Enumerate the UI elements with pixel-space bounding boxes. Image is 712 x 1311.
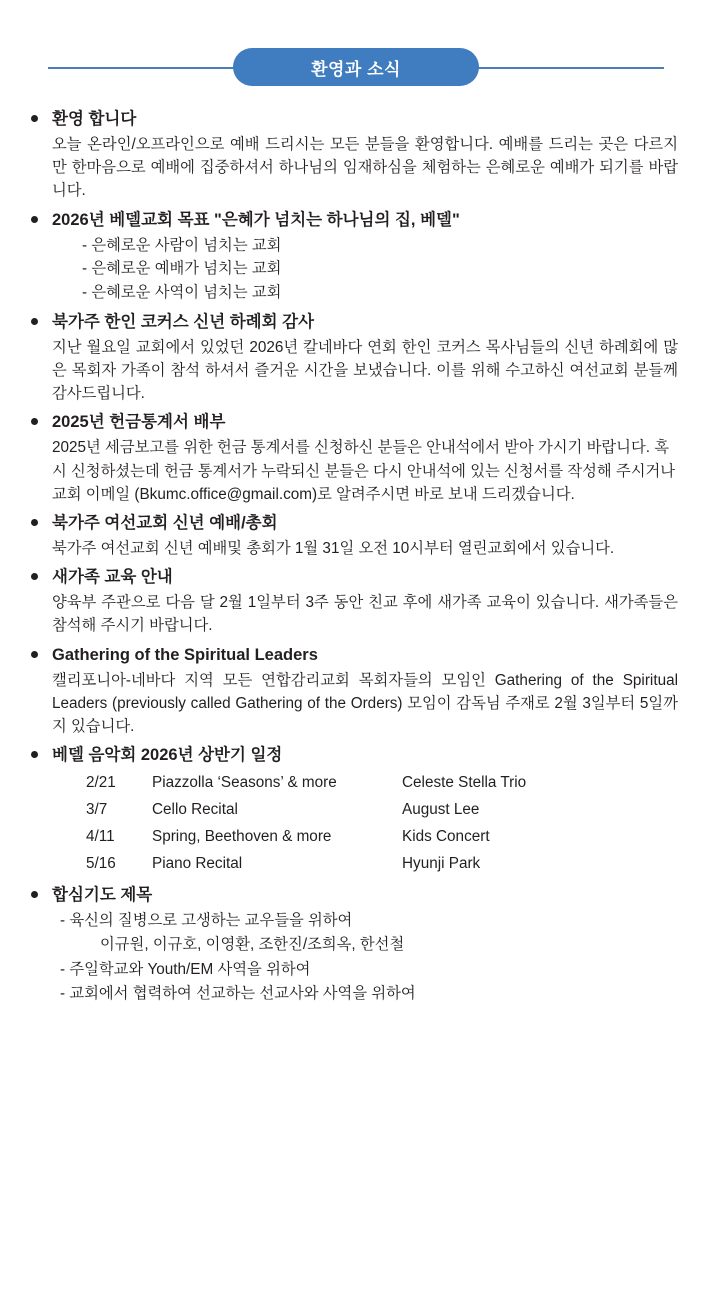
item-subline: - 은혜로운 사람이 넘치는 교회 [82, 236, 282, 254]
list-item [52, 566, 682, 637]
schedule-program: Cello Recital [152, 801, 238, 819]
item-subline: - 은혜로운 예배가 넘치는 교회 [82, 260, 282, 278]
table-row [52, 824, 612, 851]
list-item [52, 644, 682, 739]
schedule-date: 3/7 [86, 801, 108, 819]
item-title: 새가족 교육 안내 [52, 568, 173, 587]
item-title: Gathering of the Spiritual Leaders [52, 645, 318, 664]
item-body: 지난 월요일 교회에서 있었던 2026년 칼네바다 연회 한인 코커스 목사님들의 신년 하례회에 많은 목회자 가족이 참석 하셔서 즐거운 시간을 보냈습니다. 이를 위해 수고하신 여선교회 분들께 감사드립니다. [52, 338, 678, 403]
list-item [52, 209, 682, 305]
prayer-line: - 주일학교와 Youth/EM 사역을 위하여 [60, 960, 311, 978]
schedule-performer: Hyunji Park [402, 854, 481, 872]
schedule-program: Spring, Beethoven & more [152, 827, 332, 845]
item-subline: - 은혜로운 사역이 넘치는 교회 [82, 284, 282, 301]
prayer-line: - 육신의 질병으로 고생하는 교우들을 위하여 [60, 911, 353, 929]
list-item [52, 108, 682, 203]
schedule-date: 4/11 [86, 827, 115, 845]
schedule-program: Piano Recital [152, 854, 243, 872]
list-item-concert-schedule [52, 744, 682, 877]
item-title: 2026년 베델교회 목표 "은혜가 넘치는 하나님의 집, 베델" [52, 210, 460, 229]
bullet-icon [31, 519, 38, 526]
schedule-date: 5/16 [86, 854, 116, 872]
item-body: 양육부 주관으로 다음 달 2월 1일부터 3주 동안 친교 후에 새가족 교육이 있습니다. 새가족들은 참석해 주시기 바랍니다. [52, 594, 678, 635]
schedule-performer: August Lee [402, 801, 480, 819]
list-item [52, 512, 682, 560]
announcement-list [18, 108, 694, 1007]
item-title: 베델 음악회 2026년 상반기 일정 [52, 746, 283, 765]
bullet-icon [31, 751, 38, 758]
bullet-icon [31, 573, 38, 580]
item-body: 북가주 여선교회 신년 예배및 총회가 1월 31일 오전 10시부터 열린교회에서 있습니다. [52, 539, 615, 557]
item-title: 북가주 한인 코커스 신년 하례회 감사 [52, 312, 315, 331]
schedule-performer: Celeste Stella Trio [402, 774, 527, 792]
item-title: 북가주 여선교회 신년 예배/총회 [52, 514, 278, 533]
bullet-icon [31, 115, 38, 122]
bullet-icon [31, 891, 38, 898]
item-title: 환영 합니다 [52, 110, 137, 128]
page-title: 환영과 소식 [311, 59, 401, 79]
bulletin-page [0, 36, 712, 1311]
bullet-icon [31, 318, 38, 325]
item-body: 2025년 세금보고를 위한 헌금 통계서를 신청하신 분들은 안내석에서 받아 가시기 바랍니다. 혹시 신청하셨는데 헌금 통계서가 누락되신 분들은 다시 안내석에 있는 신청서를 작성해 주시거나 교회 이메일 (Bkumc.office@gmail.com)로 알려주시면 바로 보내 드리겠습니다. [52, 439, 676, 503]
item-body: 오늘 온라인/오프라인으로 예배 드리시는 모든 분들을 환영합니다. 예배를 드리는 곳은 다르지만 한마음으로 예배에 집중하셔서 하나님의 임재하심을 체험하는 은혜로운 예배가 되기를 바랍니다. [52, 135, 678, 200]
bullet-icon [31, 216, 38, 223]
schedule-program: Piazzolla ‘Seasons’ & more [152, 774, 337, 792]
concert-schedule-table [52, 770, 612, 878]
schedule-performer: Kids Concert [402, 827, 490, 845]
table-row [52, 770, 612, 797]
item-title: 2025년 헌금통계서 배부 [52, 413, 226, 432]
prayer-line: - 교회에서 협력하여 선교하는 선교사와 사역을 위하여 [60, 985, 416, 1003]
list-item [52, 411, 682, 506]
bullet-icon [31, 418, 38, 425]
schedule-date: 2/21 [86, 774, 116, 792]
section-header [18, 36, 694, 100]
list-item [52, 311, 682, 406]
table-row [52, 851, 612, 878]
item-body: 캘리포니아-네바다 지역 모든 연합감리교회 목회자들의 모임인 Gathering of the Spiritual Leaders (previously called Gathering of the Orders) 모임이 감독님 주재로 2월 3일부터 5일까지 있습니다. [52, 671, 678, 736]
header-pill [233, 48, 479, 86]
table-row [52, 797, 612, 824]
bullet-icon [31, 651, 38, 658]
list-item-prayer [52, 884, 682, 1007]
item-title: 합심기도 제목 [52, 885, 153, 904]
prayer-names: 이규원, 이규호, 이영환, 조한진/조희옥, 한선철 [100, 936, 405, 954]
